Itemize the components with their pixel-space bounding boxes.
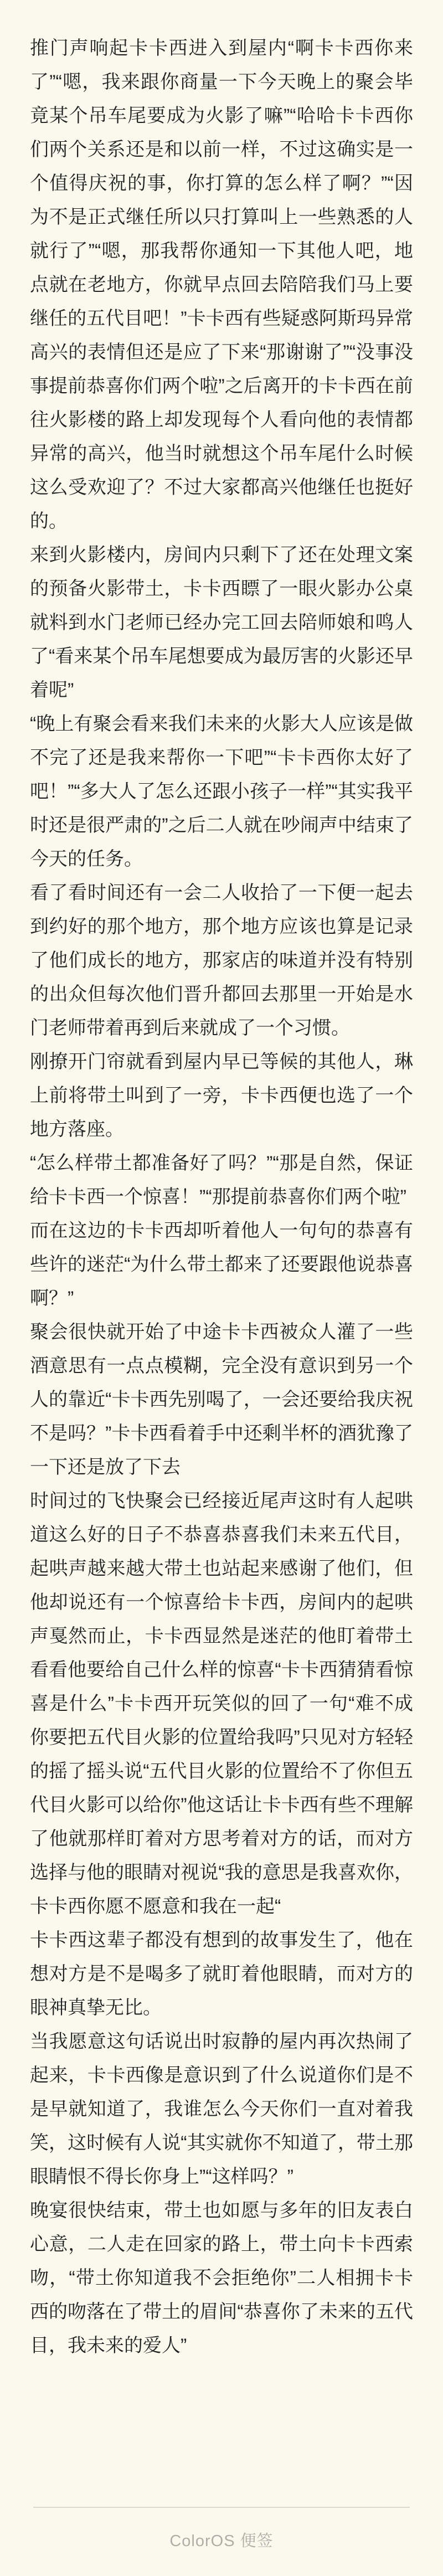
note-paragraph: 刚撩开门帘就看到屋内早已等候的其他人，琳上前将带土叫到了一旁，卡卡西便也选了一个地方落座。 (30, 1051, 413, 1140)
note-paragraph: 当我愿意这句话说出时寂静的屋内再次热闹了起来，卡卡西像是意识到了什么说道你们是不是早就知道了，我谁怎么今天你们一直对着我笑，这时候有人说“其实就你不知道了，带土那眼睛恨不得长你身上”“这样吗？” (30, 2031, 413, 2187)
note-paragraph: 晚宴很快结束，带土也如愿与多年的旧友表白心意，二人走在回家的路上，带土向卡卡西索吻，“带土你知道我不会拒绝你”二人相拥卡卡西的吻落在了带土的眉间“恭喜你了未来的五代目，我未来的爱人” (30, 2200, 413, 2356)
note-paragraph: 时间过的飞快聚会已经接近尾声这时有人起哄道这么好的日子不恭喜恭喜我们未来五代目，起哄声越来越大带土也站起来感谢了他们，但他却说还有一个惊喜给卡卡西，房间内的起哄声戛然而止，卡卡西显然是迷茫的他盯着带土看看他要给自己什么样的惊喜“卡卡西猜猜看惊喜是什么”卡卡西开玩笑似的回了一句“难不成你要把五代目火影的位置给我吗”只见对方轻轻的摇了摇头说“五代目火影的位置给不了你但五代目火影可以给你”他这话让卡卡西有些不理解了他就那样盯着对方思考着对方的话，而对方选择与他的眼睛对视说“我的意思是我喜欢你，卡卡西你愿不愿意和我在一起“ (30, 1490, 413, 1917)
note-paragraph: 聚会很快就开始了中途卡卡西被众人灌了一些酒意思有一点点模糊，完全没有意识到另一个人的靠近“卡卡西先别喝了，一会还要给我庆祝不是吗？”卡卡西看着手中还剩半杯的酒犹豫了一下还是放了下去 (30, 1322, 413, 1478)
note-paragraph: 卡卡西这辈子都没有想到的故事发生了，他在想对方是不是喝多了就盯着他眼睛，而对方的眼神真挚无比。 (30, 1930, 413, 2018)
footer-divider (33, 2507, 410, 2508)
note-paragraph: 推门声响起卡卡西进入到屋内“啊卡卡西你来了”“嗯，我来跟你商量一下今天晚上的聚会毕竟某个吊车尾要成为火影了嘛”“哈哈卡卡西你们两个关系还是和以前一样，不过这确实是一个值得庆祝的事，你打算的怎么样了啊？”“因为不是正式继任所以只打算叫上一些熟悉的人就行了”“嗯，那我帮你通知一下其他人吧，地点就在老地方，你就早点回去陪陪我们马上要继任的五代目吧！”卡卡西有些疑惑阿斯玛异常高兴的表情但还是应了下来“那谢谢了”“没事没事提前恭喜你们两个啦”之后离开的卡卡西在前往火影楼的路上却发现每个人看向他的表情都异常的高兴，他当时就想这个吊车尾什么时候这么受欢迎了？不过大家都高兴他继任也挺好的。 (30, 38, 413, 532)
note-body (30, 32, 413, 2363)
note-paragraph: “晚上有聚会看来我们未来的火影大人应该是做不完了还是我来帮你一下吧”“卡卡西你太好了吧！”“多大人了怎么还跟小孩子一样”“其实我平时还是很严肃的”之后二人就在吵闹声中结束了今天的任务。 (30, 713, 413, 870)
note-paragraph: “怎么样带土都准备好了吗？”“那是自然，保证给卡卡西一个惊喜！”“那提前恭喜你们两个啦” (30, 1153, 413, 1207)
note-paragraph: 来到火影楼内，房间内只剩下了还在处理文案的预备火影带土，卡卡西瞟了一眼火影办公桌就料到水门老师已经办完工回去陪师娘和鸣人了“看来某个吊车尾想要成为最厉害的火影还早着呢” (30, 544, 413, 701)
note-paragraph: 而在这边的卡卡西却听着他人一句句的恭喜有些许的迷茫“为什么带土都来了还要跟他说恭喜啊？” (30, 1220, 413, 1309)
note-paragraph: 看了看时间还有一会二人收拾了一下便一起去到约好的那个地方，那个地方应该也算是记录了他们成长的地方，那家店的味道并没有特别的出众但每次他们晋升都回去那里一开始是水门老师带着再到后来就成了一个习惯。 (30, 882, 413, 1038)
coloros-notes-watermark: ColorOS 便签 (169, 2532, 274, 2550)
